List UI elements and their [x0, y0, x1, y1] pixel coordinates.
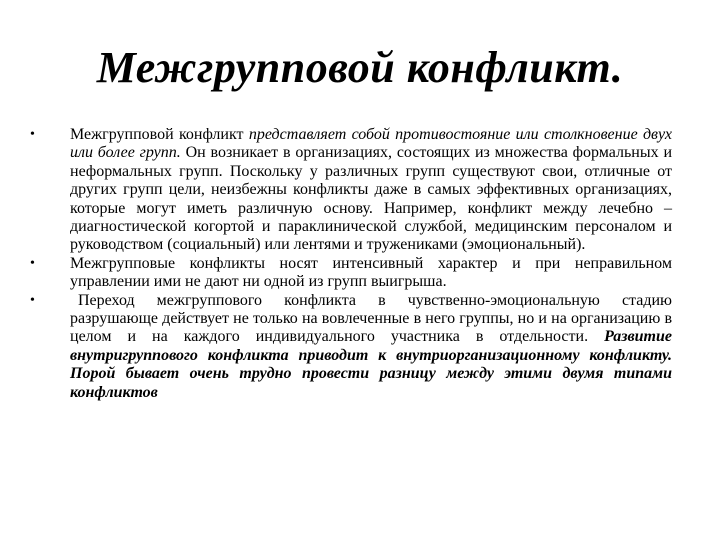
bullet-icon: • — [30, 292, 35, 308]
item-body-text: Он возникает в организациях, состоящих из множества формальных и неформальных групп. Поскольку у различных групп существуют свои, отличные от других групп цели, неизбежны конфликты даже в самых эффективных организациях, которые могут иметь различную основу. Например, конфликт между лечебно – диагностической когортой и параклинической службой, медицинским персоналом и руководством (социальный) или лентями и тружениками (эмоциональный). — [70, 144, 673, 254]
definition-text: представляет собой противостояние или столкновение двух или более групп. — [70, 126, 672, 162]
item-body-text: Межгрупповые конфликты носят интенсивный характер и при неправильном управлении ими не дают ни одной из групп выигрыша. — [70, 254, 672, 291]
slide-title: Межгрупповой конфликт. — [96, 43, 624, 92]
list-item — [30, 292, 672, 402]
list-item — [30, 255, 672, 292]
bullet-list — [30, 126, 672, 402]
conclusion-text: Развитие внутригруппового конфликта приводит к внутриорганизационному конфликту. Порой бывает очень трудно провести разницу между этими двумя типами конфликтов — [70, 328, 672, 401]
bullet-icon: • — [30, 127, 35, 142]
item-body-text: Переход межгруппового конфликта в чувственно-эмоциональную стадию разрушающе действует не только на вовлеченные в него группы, но и на организацию в целом и на каждого индивидуального участника в отдельности. — [70, 291, 672, 346]
bullet-icon: • — [30, 255, 35, 271]
item-lead-text: Межгрупповой конфликт — [70, 126, 249, 143]
list-item — [30, 126, 672, 255]
